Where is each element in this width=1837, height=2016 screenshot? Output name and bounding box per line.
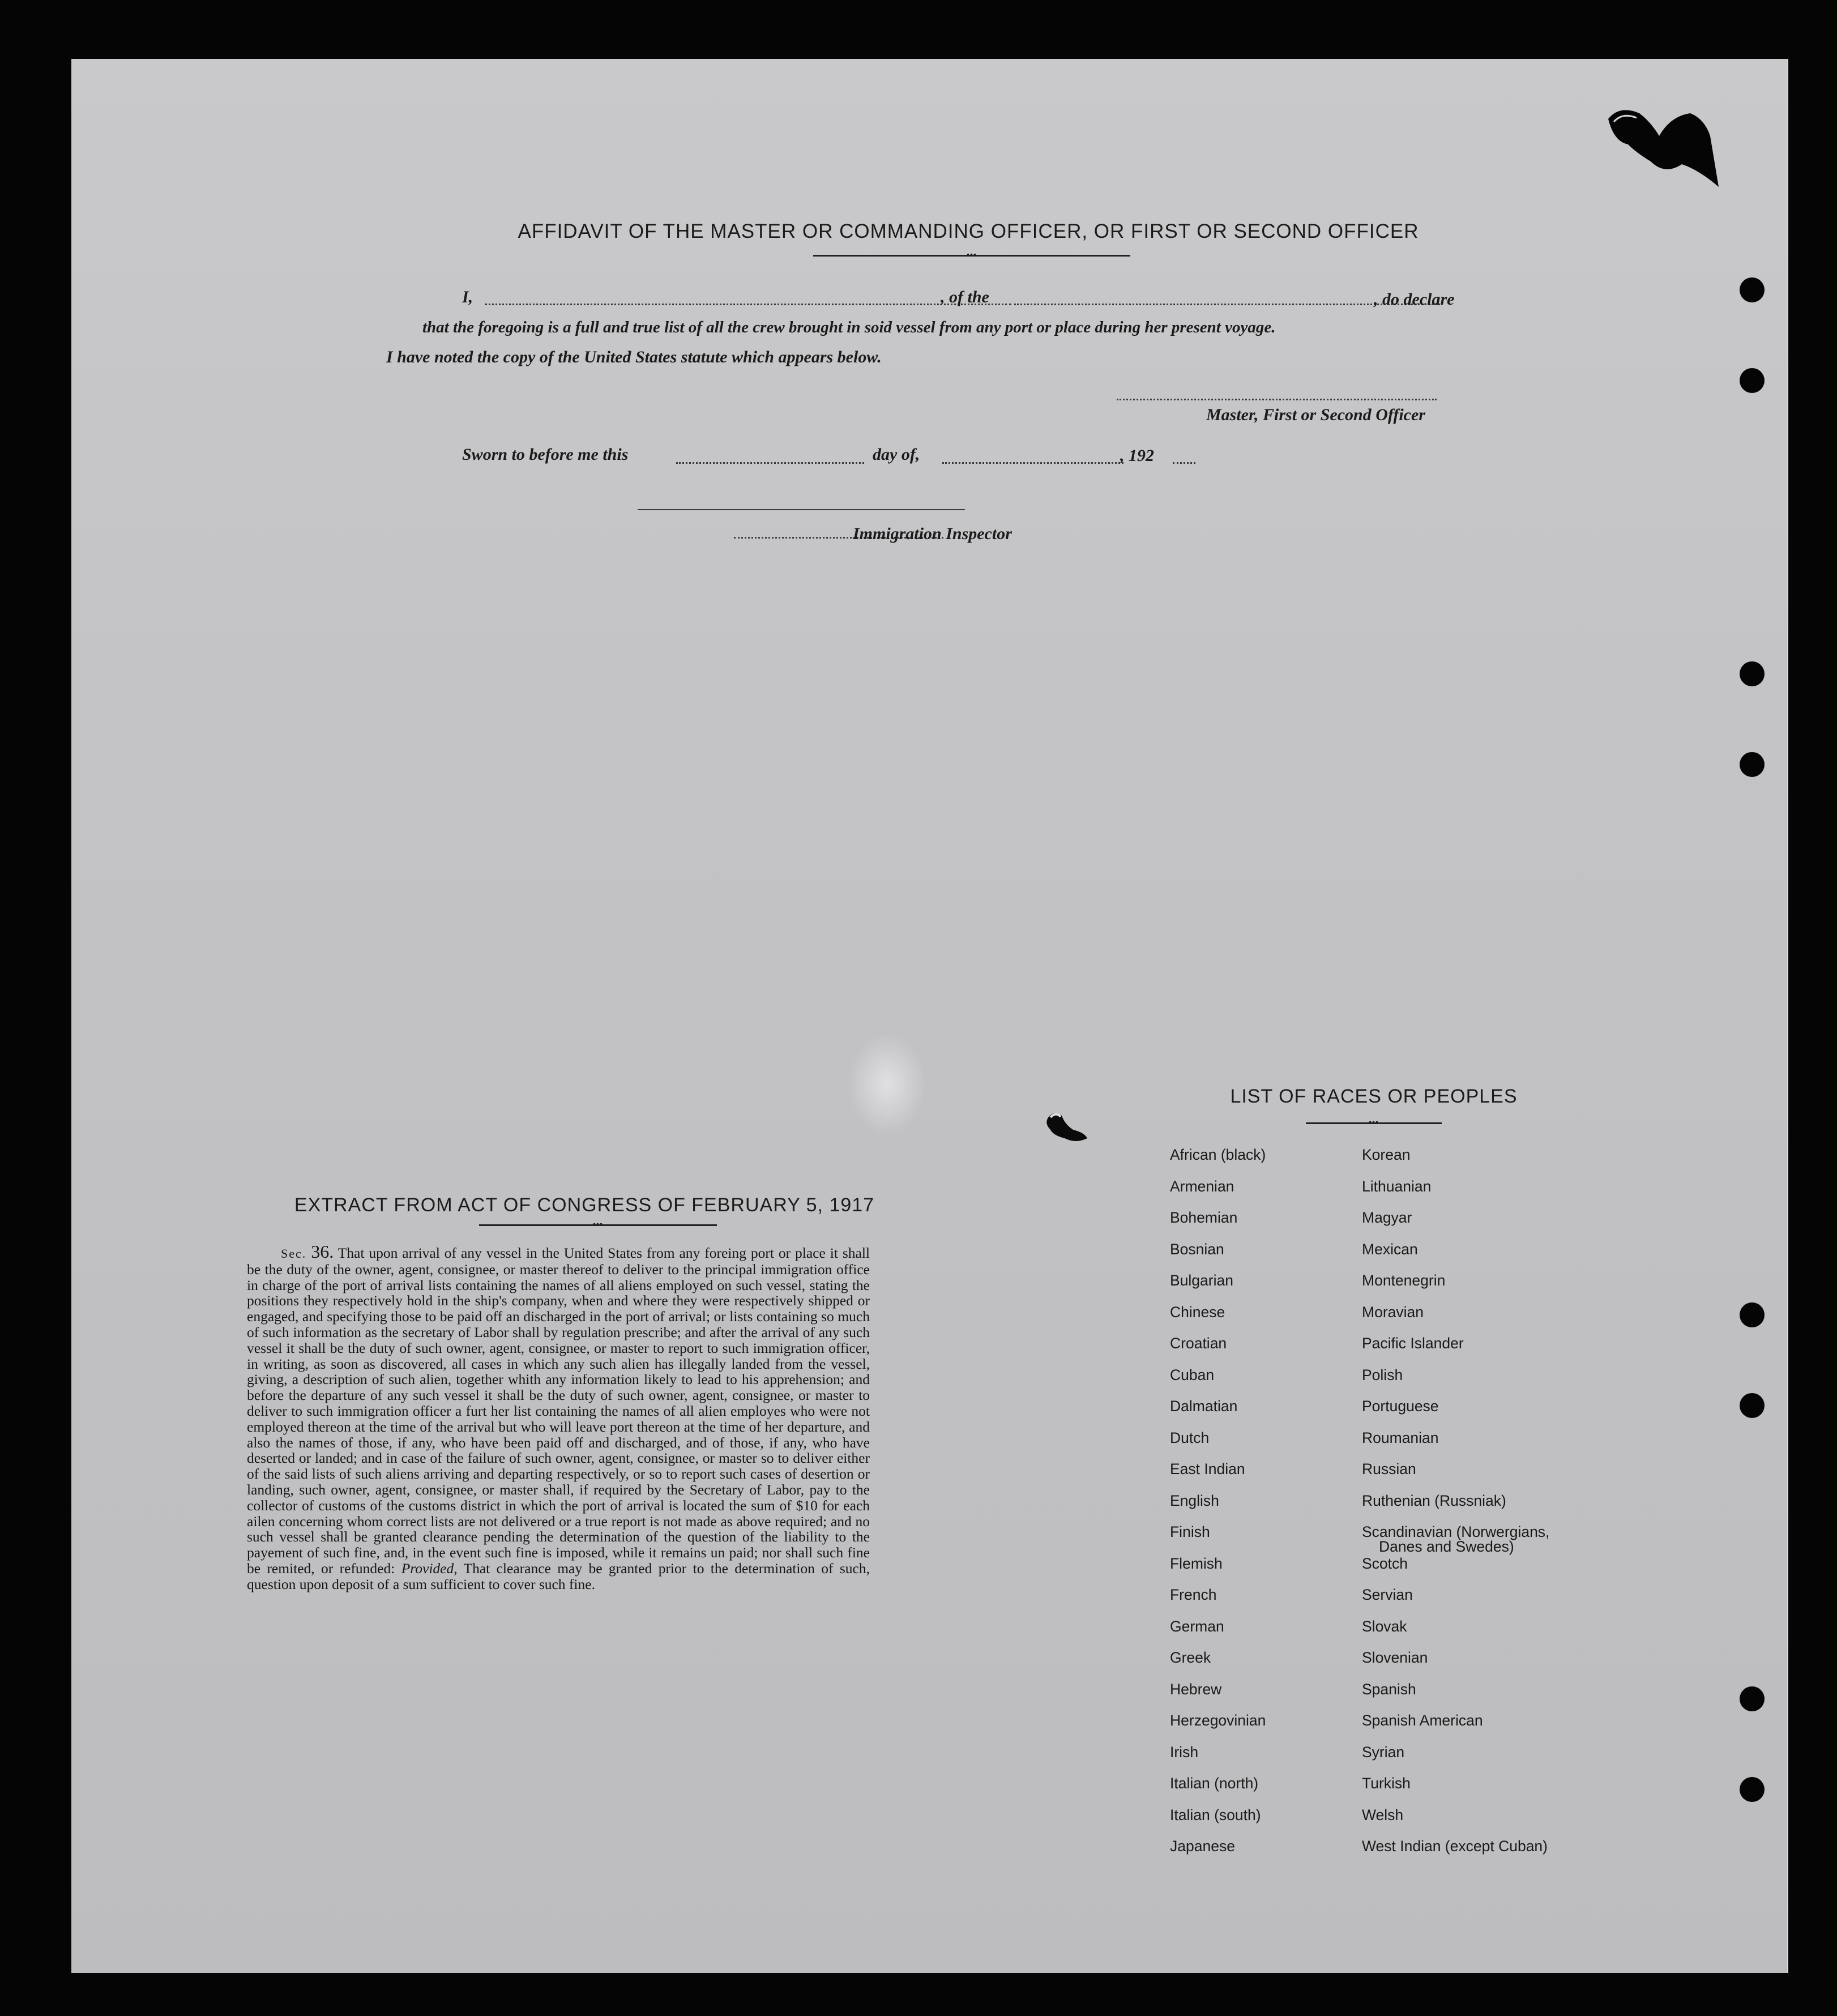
- affidavit-title: AFFIDAVIT OF THE MASTER OR COMMANDING OFFICER, OR FIRST OR SECOND OFFICER: [518, 220, 1419, 242]
- race-item: Moravian: [1362, 1304, 1424, 1321]
- punch-hole: [1740, 1302, 1765, 1327]
- punch-hole: [1740, 1393, 1765, 1418]
- race-item: African (black): [1170, 1146, 1266, 1163]
- race-item: Spanish: [1362, 1681, 1416, 1698]
- punch-hole: [1740, 1686, 1765, 1711]
- master-signature-line[interactable]: [1117, 399, 1437, 400]
- race-item: Slovak: [1362, 1618, 1407, 1635]
- extract-title-ornament: [479, 1224, 717, 1228]
- race-item: Hebrew: [1170, 1681, 1222, 1698]
- sworn-label: Sworn to before me this: [462, 445, 629, 464]
- extract-text-part2: That clearance may be granted prior to the determination of such, question upon deposit of a sum sufficient to cover such fine.: [247, 1560, 870, 1592]
- punch-hole: [1740, 1777, 1765, 1802]
- race-item: Cuban: [1170, 1366, 1215, 1383]
- race-item: Spanish American: [1362, 1712, 1483, 1729]
- race-item: Turkish: [1362, 1775, 1411, 1792]
- race-item: Greek: [1170, 1649, 1211, 1666]
- paper-stain: [847, 1033, 926, 1135]
- race-item: Italian (south): [1170, 1806, 1261, 1823]
- torn-corner-damage: [1597, 102, 1738, 204]
- race-item: Italian (north): [1170, 1775, 1259, 1792]
- affidavit-line-3: I have noted the copy of the United States statute which appears below.: [386, 348, 882, 366]
- race-item: Bosnian: [1170, 1241, 1224, 1258]
- day-of-label: day of,: [873, 445, 920, 464]
- ink-blot: [1042, 1107, 1093, 1147]
- affidavit-title-ornament: [813, 255, 1130, 259]
- section-label: Sec.: [281, 1246, 307, 1261]
- race-item: Herzegovinian: [1170, 1712, 1266, 1729]
- race-item: Japanese: [1170, 1838, 1235, 1855]
- race-item: Finish: [1170, 1523, 1210, 1540]
- race-item: Russian: [1362, 1460, 1416, 1477]
- sworn-day-line[interactable]: [676, 462, 864, 464]
- race-item: Welsh: [1362, 1806, 1404, 1823]
- race-item: Roumanian: [1362, 1429, 1439, 1446]
- race-item: Syrian: [1362, 1744, 1405, 1761]
- punch-hole: [1740, 277, 1765, 302]
- race-item: English: [1170, 1492, 1219, 1509]
- race-item: Armenian: [1170, 1178, 1234, 1195]
- race-item: Portuguese: [1362, 1398, 1439, 1415]
- sworn-month-line[interactable]: [942, 462, 1123, 464]
- race-item: Slovenian: [1362, 1649, 1428, 1666]
- race-item: Scandinavian (Norwergians,: [1362, 1523, 1550, 1540]
- race-item: Dutch: [1170, 1429, 1210, 1446]
- race-item: Korean: [1362, 1146, 1411, 1163]
- race-item: Ruthenian (Russniak): [1362, 1492, 1506, 1509]
- race-item: Scotch: [1362, 1555, 1408, 1572]
- race-item: French: [1170, 1586, 1217, 1603]
- race-item: Pacific Islander: [1362, 1335, 1464, 1352]
- punch-hole: [1740, 752, 1765, 777]
- race-item: German: [1170, 1618, 1224, 1635]
- punch-hole: [1740, 661, 1765, 686]
- race-item: Irish: [1170, 1744, 1199, 1761]
- name-blank-line[interactable]: [485, 304, 1011, 305]
- race-item: Danes and Swedes): [1379, 1538, 1514, 1555]
- race-item: Montenegrin: [1362, 1272, 1446, 1289]
- section-number: 36.: [311, 1241, 334, 1262]
- inspector-label: Immigration Inspector: [853, 524, 1012, 543]
- affidavit-line-2: that the foregoing is a full and true list of all the crew brought in soid vessel from any port or place during her present voyage.: [422, 318, 1276, 336]
- race-item: Croatian: [1170, 1335, 1227, 1352]
- races-title: LIST OF RACES OR PEOPLES: [1230, 1086, 1518, 1107]
- race-item: Dalmatian: [1170, 1398, 1238, 1415]
- year-label: , 192: [1120, 446, 1154, 465]
- affidavit-do-declare-label: , do declare: [1374, 290, 1455, 309]
- race-item: Magyar: [1362, 1209, 1412, 1226]
- race-item: West Indian (except Cuban): [1362, 1838, 1548, 1855]
- races-title-ornament: [1306, 1122, 1442, 1126]
- race-item: Polish: [1362, 1366, 1403, 1383]
- extract-text-part1: That upon arrival of any vessel in the United States from any foreing port or place it shall be the duty of the owner, agent, consignee, or master thereof to deliver to the principal immigration office in charge of the port of arrival lists containing the names of all aliens employed on such vessel, stating the positions they respectively hold in the ship's company, when and where they were respectively shipped or engaged, and specifying those to be paid off an discharged in the port of arrival; or lists containing so much of such information as the secretary of Labor shall by regulation prescribe; and after the arrival of any such vessel it shall be the duty of such owner, agent, consignee, or master to report to such immigration officer, in writing, as soon as discovered, all cases in which any such alien has illegally landed from the vessel, giving, a description of such alien, together whith any information likely to lead to his apprehension; and before the departure of any such vessel it shall be the duty of such owner, agent, consignee, or master to deliver to such immigration officer a furt her list containing the names of all alien employes who were not employed thereon at the time of the arrival but who will leave port thereon at the time of her departure, and also the names of those, if any, who have been paid off and discharged, and of those, if any, who have deserted or landed; and in case of the failure of such owner, agent, consignee, or master so to deliver either of the said lists of such aliens arriving and departing respectively, or so to report such cases of desertion or landing, such owner, agent, consignee, or master shall, if required by the Secretary of Labor, pay to the collector of customs of the customs district in which the port of arrival is located the sum of $10 for each ailen concerning whom correct lists are not delivered or a true report is not made as above required; and no such vessel shall be granted clearance pending the determination of the question of the liability to the payement of such fine, and, in the event such fine is imposed, while it remains un paid; nor shall such fine be remited, or refunded:: [247, 1245, 870, 1577]
- affidavit-i-label: I,: [462, 288, 473, 306]
- race-item: Flemish: [1170, 1555, 1223, 1572]
- race-item: East Indian: [1170, 1460, 1245, 1477]
- race-item: Bohemian: [1170, 1209, 1238, 1226]
- race-item: Bulgarian: [1170, 1272, 1233, 1289]
- inspector-signature-line-upper[interactable]: [638, 509, 965, 510]
- race-item: Lithuanian: [1362, 1178, 1432, 1195]
- extract-title: EXTRACT FROM ACT OF CONGRESS OF FEBRUARY 5, 1917: [294, 1194, 875, 1216]
- sworn-year-line[interactable]: [1173, 462, 1195, 464]
- punch-hole: [1740, 368, 1765, 393]
- race-item: Mexican: [1362, 1241, 1418, 1258]
- race-item: Chinese: [1170, 1304, 1225, 1321]
- race-item: Servian: [1362, 1586, 1413, 1603]
- affidavit-of-the-label: , of the: [941, 288, 989, 306]
- provided-label: Provided,: [401, 1560, 458, 1577]
- master-signature-label: Master, First or Second Officer: [1206, 405, 1425, 424]
- document-page: [71, 59, 1788, 1973]
- extract-body: [247, 1241, 870, 1592]
